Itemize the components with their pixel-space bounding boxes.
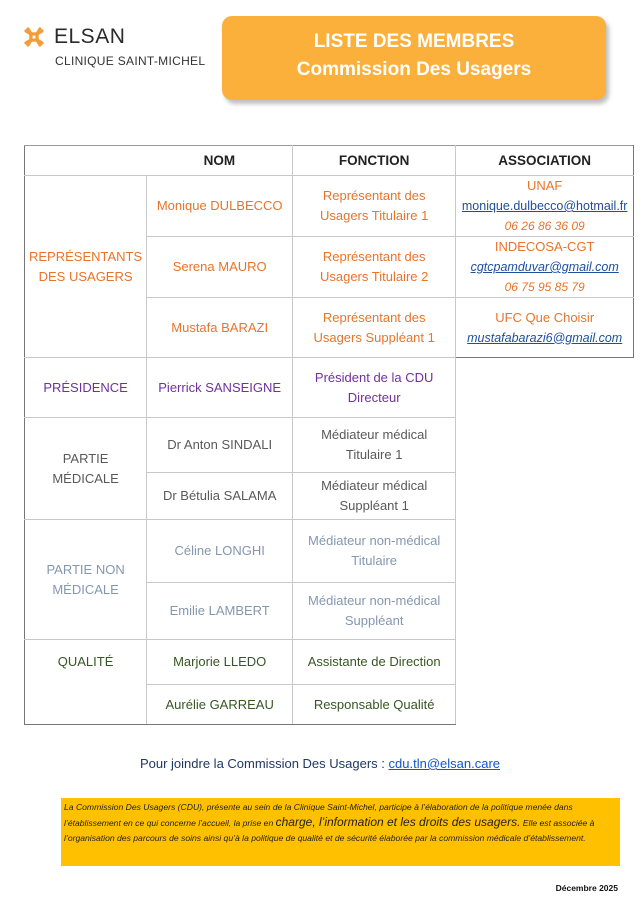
member-name: Serena MAURO: [147, 237, 293, 298]
document-date: Décembre 2025: [555, 883, 618, 893]
group-non-medicale: PARTIE NON MÉDICALE: [25, 520, 147, 640]
member-name: Céline LONGHI: [147, 520, 293, 583]
member-name: Monique DULBECCO: [147, 176, 293, 237]
association-cell: [456, 176, 634, 237]
contact-line: [0, 756, 640, 771]
association-email-link[interactable]: mustafabarazi6@gmail.com: [467, 330, 623, 345]
member-function: Médiateur médical Suppléant 1: [293, 473, 456, 520]
group-medicale: PARTIE MÉDICALE: [25, 418, 147, 520]
member-name: Dr Anton SINDALI: [147, 418, 293, 473]
group-presidence: PRÉSIDENCE: [25, 358, 147, 418]
brand-name: ELSAN: [54, 25, 126, 48]
elsan-logo: [22, 25, 125, 49]
info-text-1: La Commission Des Usagers (CDU), présente au sein de la Clinique Saint-Michel, participe à l’élaboration de la politique menée dans l’établissement en ce qui concerne l’accueil, la prise en: [64, 802, 573, 828]
page-title: LISTE DES MEMBRES: [313, 31, 515, 52]
info-text-2: Elle est associée à l’organisation des parcours de soins ainsi qu’à la politique de qualité et de sécurité élaborée par la commission médicale d’établissement.: [64, 818, 595, 843]
table-row: [25, 176, 634, 237]
association-name: UFC Que Choisir: [495, 309, 595, 325]
info-box: [61, 798, 620, 866]
member-function: Responsable Qualité: [293, 685, 456, 725]
table-row: [25, 418, 634, 473]
member-name: Mustafa BARAZI: [147, 298, 293, 358]
association-phone: 06 75 95 85 79: [504, 280, 585, 294]
member-function: Médiateur médical Titulaire 1: [293, 418, 456, 473]
member-function: Représentant des Usagers Titulaire 1: [293, 176, 456, 237]
association-email-link[interactable]: cgtcpamduvar@gmail.com: [470, 260, 619, 274]
members-table: [24, 145, 634, 725]
table-row: [25, 358, 634, 418]
association-email-link[interactable]: monique.dulbecco@hotmail.fr: [461, 199, 628, 213]
group-qualite: QUALITÉ: [25, 640, 147, 725]
member-function: Médiateur non-médical Titulaire: [293, 520, 456, 583]
member-function: Représentant des Usagers Titulaire 2: [293, 237, 456, 298]
table-row: [25, 640, 634, 685]
elsan-logo-icon: [22, 25, 46, 49]
table-header-row: [25, 146, 634, 176]
member-function: Assistante de Direction: [293, 640, 456, 685]
member-name: Pierrick SANSEIGNE: [147, 358, 293, 418]
member-name: Marjorie LLEDO: [147, 640, 293, 685]
header-function: FONCTION: [293, 146, 456, 176]
member-name: Dr Bétulia SALAMA: [147, 473, 293, 520]
member-function: Représentant des Usagers Suppléant 1: [293, 298, 456, 358]
member-name: Aurélie GARREAU: [147, 685, 293, 725]
title-banner: [222, 16, 606, 100]
page-subtitle: Commission Des Usagers: [296, 59, 532, 80]
header-association: ASSOCIATION: [456, 146, 634, 176]
association-phone: 06 26 86 36 09: [504, 219, 585, 233]
member-function: Président de la CDU Directeur: [293, 358, 456, 418]
contact-label: Pour joindre la Commission Des Usagers :: [139, 756, 385, 771]
contact-email-link[interactable]: cdu.tln@elsan.care: [388, 756, 501, 771]
association-name: UNAF: [526, 178, 563, 193]
clinic-name: CLINIQUE SAINT-MICHEL: [55, 54, 206, 68]
member-name: Emilie LAMBERT: [147, 583, 293, 640]
header-name: NOM: [147, 146, 293, 176]
info-text-emphasis: charge, l’information et les droits des usagers.: [275, 815, 521, 829]
table-row: [25, 520, 634, 583]
association-name: INDECOSA-CGT: [494, 239, 595, 254]
association-cell: [456, 237, 634, 298]
association-cell: [456, 298, 634, 358]
member-function: Médiateur non-médical Suppléant: [293, 583, 456, 640]
group-representants: REPRÉSENTANTS DES USAGERS: [25, 176, 147, 358]
header-group: [25, 146, 147, 176]
